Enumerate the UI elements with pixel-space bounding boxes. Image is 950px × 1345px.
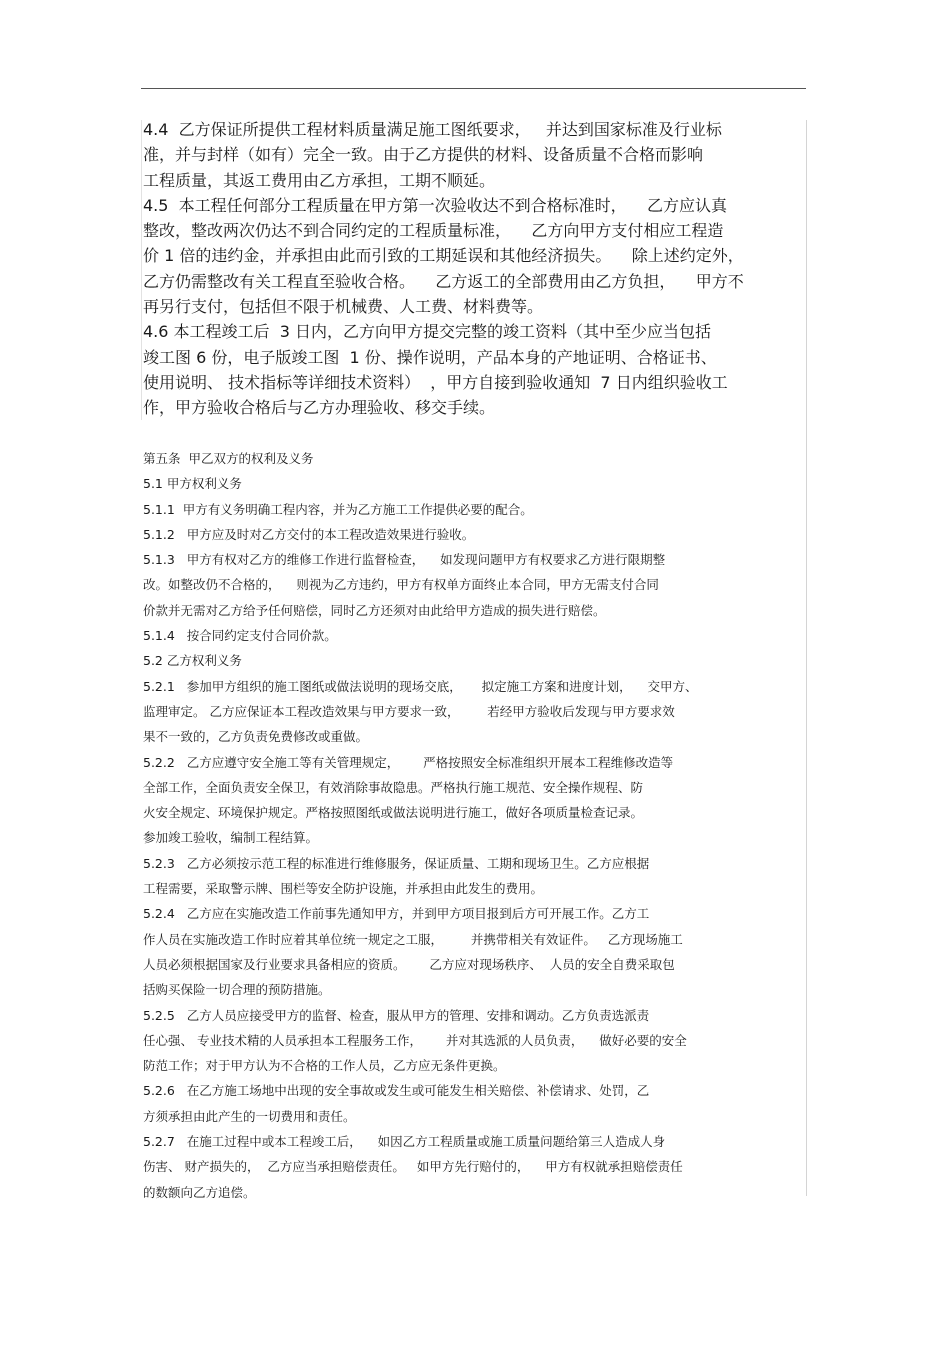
text-line: 作，甲方验收合格后与乙方办理验收、移交手续。 [143,398,496,418]
text-line: 5.2.3 乙方必须按示范工程的标准进行维修服务，保证质量、工期和现场卫生。乙方应根据 [143,855,650,871]
subsection-heading: 5.2 乙方权利义务 [143,653,242,669]
header-rule [141,88,806,89]
text-line: 5.2.6 在乙方施工场地中出现的安全事故或发生或可能发生相关赔偿、补偿请求、处罚，乙 [143,1083,650,1099]
text-line: 5.2.2 乙方应遵守安全施工等有关管理规定， 严格按照安全标准组织开展本工程维修改造等 [143,754,674,770]
text-line: 5.2.1 参加甲方组织的施工图纸或做法说明的现场交底， 拟定施工方案和进度计划， 交甲方、 [143,678,698,694]
text-line: 价款并无需对乙方给予任何赔偿，同时乙方还须对由此给甲方造成的损失进行赔偿。 [143,602,606,618]
text-line: 5.1.1 甲方有义务明确工程内容，并为乙方施工工作提供必要的配合。 [143,501,533,517]
text-line: 5.2.7 在施工过程中或本工程竣工后， 如因乙方工程质量或施工质量问题给第三人造成人身 [143,1134,666,1150]
text-line: 果不一致的，乙方负责免费修改或重做。 [143,729,369,745]
text-line: 整改，整改两次仍达不到合同约定的工程质量标准， 乙方向甲方支付相应工程造 [143,221,724,241]
text-line: 使用说明、 技术指标等详细技术资料） ，甲方自接到验收通知 7 日内组织验收工 [143,372,728,392]
text-line: 改。如整改仍不合格的， 则视为乙方违约，甲方有权单方面终止本合同，甲方无需支付合同 [143,577,659,593]
text-line: 5.1.2 甲方应及时对乙方交付的本工程改造效果进行验收。 [143,526,475,542]
clause-5-text-block [143,446,811,1205]
text-line: 任心强、 专业技术精的人员承担本工程服务工作， 并对其选派的人员负责， 做好必要的安全 [143,1032,687,1048]
text-line: 火安全规定、环境保护规定。严格按照图纸或做法说明进行施工，做好各项质量检查记录。 [143,805,644,821]
text-line: 4.6 本工程竣工后 3 日内，乙方向甲方提交完整的竣工资料（其中至少应当包括 [143,322,711,342]
text-line: 作人员在实施改造工作时应着其单位统一规定之工服， 并携带相关有效证件。 乙方现场施工 [143,931,683,947]
text-line: 防范工作；对于甲方认为不合格的工作人员，乙方应无条件更换。 [143,1058,506,1074]
text-line: 工程质量，其返工费用由乙方承担，工期不顺延。 [143,170,496,190]
section-heading: 第五条 甲乙双方的权利及义务 [143,451,314,466]
text-line: 括购买保险一切合理的预防措施。 [143,982,331,998]
text-line: 再另行支付，包括但不限于机械费、人工费、材料费等。 [143,297,544,317]
subsection-heading: 5.1 甲方权利义务 [143,476,242,492]
text-line: 伤害、 财产损失的， 乙方应当承担赔偿责任。 如甲方先行赔付的， 甲方有权就承担赔偿责任 [143,1159,683,1175]
text-line: 5.1.4 按合同约定支付合同价款。 [143,628,337,644]
text-line: 人员必须根据国家及行业要求具备相应的资质。 乙方应对现场秩序、 人员的安全自费采取包 [143,956,675,972]
text-line: 监理审定。 乙方应保证本工程改造效果与甲方要求一致， 若经甲方验收后发现与甲方要求效 [143,703,675,719]
text-line: 价 1 倍的违约金，并承担由此而引致的工期延误和其他经济损失。 除上述约定外， [143,246,744,266]
text-line: 工程需要，采取警示牌、围栏等安全防护设施，并承担由此发生的费用。 [143,881,544,897]
text-line: 4.4 乙方保证所提供工程材料质量满足施工图纸要求， 并达到国家标准及行业标 [143,120,722,139]
text-line: 5.2.4 乙方应在实施改造工作前事先通知甲方，并到甲方项目报到后方可开展工作。乙方工 [143,906,650,922]
text-line: 全部工作，全面负责安全保卫，有效消除事故隐患。严格执行施工规范、安全操作规程、防 [143,779,644,795]
text-line: 准，并与封样（如有）完全一致。由于乙方提供的材料、设备质量不合格而影响 [143,145,704,165]
text-line: 的数额向乙方追偿。 [143,1184,256,1200]
clause-4-text-block [143,117,811,421]
text-line: 5.2.5 乙方人员应接受甲方的监督、检查，服从甲方的管理、安排和调动。乙方负责选派责 [143,1007,650,1023]
text-line: 5.1.3 甲方有权对乙方的维修工作进行监督检查， 如发现问题甲方有权要求乙方进行限期整 [143,552,666,568]
text-line: 竣工图 6 份，电子版竣工图 1 份、操作说明，产品本身的产地证明、合格证书、 [143,347,717,367]
text-line: 乙方仍需整改有关工程直至验收合格。 乙方返工的全部费用由乙方负担， 甲方不 [143,271,744,291]
text-line: 参加竣工验收，编制工程结算。 [143,830,319,846]
text-line: 方须承担由此产生的一切费用和责任。 [143,1108,356,1124]
page-frame-left [141,120,142,420]
text-line: 4.5 本工程任何部分工程质量在甲方第一次验收达不到合格标准时， 乙方应认真 [143,195,727,215]
